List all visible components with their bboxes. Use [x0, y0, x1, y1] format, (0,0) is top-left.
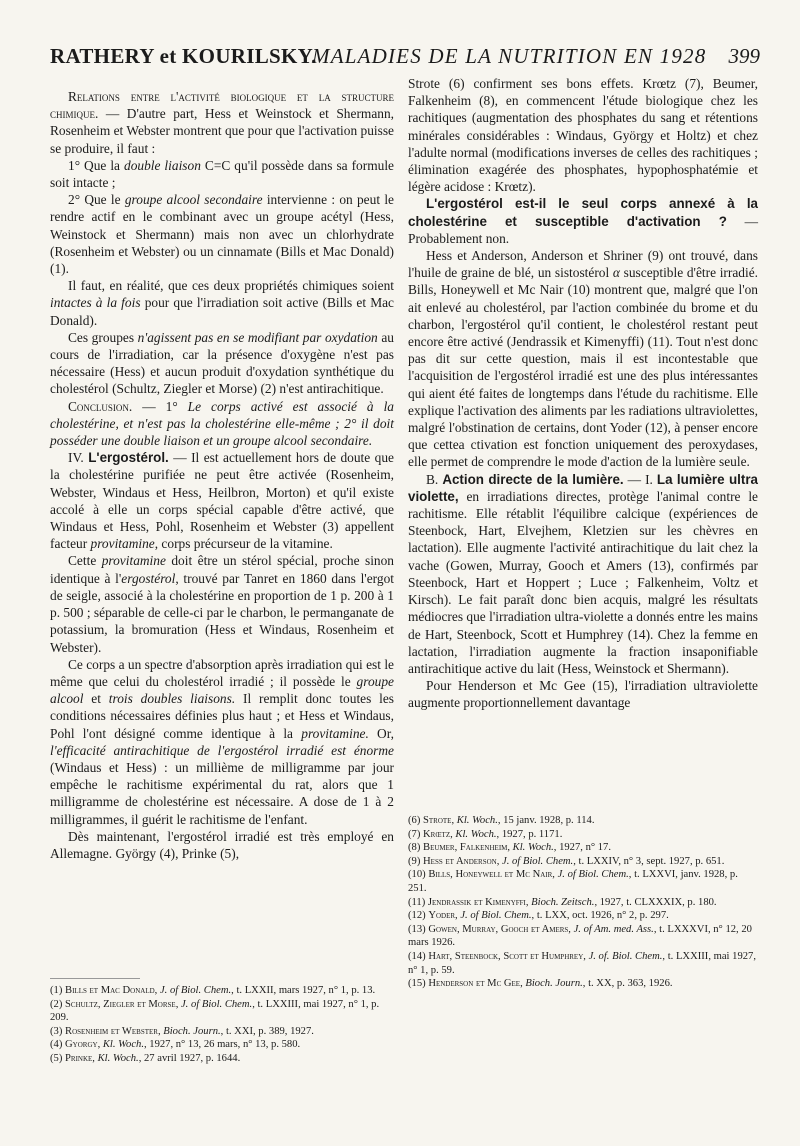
page-number: 399	[728, 44, 760, 68]
footnote: (3) Rosenheim et Webster, Bioch. Journ., t. XXI, p. 389, 1927.	[50, 1025, 314, 1037]
section-heading-ergosterol: IV. L'ergostérol. — Il est actuellement hors de doute que la cholestérine purifiée ne peut être activée (Rosenheim, Webster, Windaus et Hess, Heilbron, Morton) et qu'il existe accolé à elle un corps spécial capable d'être activé, que Windaus et Hess, Pohl, Rosenheim et Webster (3) appellent facteur provitamine, corps précurseur de la vitamine.	[50, 450, 394, 552]
paragraph: Cette provitamine doit être un stérol spécial, proche sinon identique à l'ergostérol, trouvé par Tanret en 1860 dans l'ergot de seigle, associé à la cholestérine en proportion de 1 p. 200 à 1 p. 500 ; séparable de celle-ci par le charbon, le permanganate de potassium, la bromuration (Hess et Windaus, Rosenheim et Webster).	[50, 553, 394, 655]
footnote: (13) Gowen, Murray, Gooch et Amers, J. of Am. med. Ass., t. LXXXVI, n° 12, 20 mars 1926.	[408, 923, 752, 949]
footnote: (15) Henderson et Mc Gee, Bioch. Journ., t. XX, p. 363, 1926.	[408, 978, 673, 990]
footnote: (8) Beumer, Falkenheim, Kl. Woch., 1927, n° 17.	[408, 842, 611, 854]
footnote: (11) Jendrassik et Kimenyffi, Bioch. Zeitsch., 1927, t. CLXXXIX, p. 180.	[408, 896, 717, 908]
paragraph: 2° Que le groupe alcool secondaire intervienne : on peut le rendre actif en le combinant avec un groupe acétyl (Hess, Weinstock et Shermann) mais non avec un chlorhydrate (Rosenheim et Webster) ou un cinnamate (Bills et Mac Donald) (1).	[50, 192, 394, 277]
paragraph: Ces groupes n'agissent pas en se modifiant par oxydation au cours de l'irradiation, car la présence d'oxygène n'est pas nécessaire (Hess) et aucun produit d'oxydation synthétique du cholestérol (Schultz, Ziegler et Morse) (2) n'est antirachitique.	[50, 329, 394, 397]
left-column	[50, 88, 394, 862]
paragraph: 1° Que la double liaison C=C qu'il possède dans sa formule soit intacte ;	[50, 157, 394, 191]
left-footnotes	[50, 984, 394, 1066]
right-column	[408, 75, 758, 712]
paragraph: Strote (6) confirment ses bons effets. Krœtz (7), Beumer, Falkenheim (8), en commencent l'étude biologique chez les rachitiques (augmentation des phosphates du sang et rétentions minérales considérables : Windaus, György et Holtz) et chez l'adulte normal (modifications inverses de celles des rachitiques ; élimination exagérée des phosphates, hypophosphatémie et légère acidose : Krœtz).	[408, 76, 758, 195]
footnote: (2) Schultz, Ziegler et Morse, J. of Biol. Chem., t. LXXIII, mai 1927, n° 1, p. 209.	[50, 998, 380, 1024]
footnote: (6) Strote, Kl. Woch., 15 janv. 1928, p. 114.	[408, 815, 595, 826]
paragraph: Dès maintenant, l'ergostérol irradié est très employé en Allemagne. György (4), Prinke (5),	[50, 828, 394, 861]
header-authors: RATHERY et KOURILSKY.	[50, 44, 317, 68]
footnote: (7) Krœtz, Kl. Woch., 1927, p. 1171.	[408, 828, 563, 840]
footnote-divider	[50, 978, 140, 979]
footnote: (5) Prinke, Kl. Woch., 27 avril 1927, p. 1644.	[50, 1052, 241, 1064]
footnote: (1) Bills et Mac Donald, J. of Biol. Chem., t. LXXII, mars 1927, n° 1, p. 13.	[50, 985, 376, 996]
footnote: (4) Gyorgy, Kl. Woch., 1927, n° 13, 26 mars, n° 13, p. 580.	[50, 1039, 301, 1051]
paragraph: Il faut, en réalité, que ces deux propriétés chimiques soient intactes à la fois pour que l'irradiation soit active (Bills et Mac Donald).	[50, 278, 394, 328]
paragraph: Hess et Anderson, Anderson et Shriner (9) ont trouvé, dans l'huile de graine de blé, un sistostérol α susceptible d'être irradié. Bills, Honeywell et Mc Nair (10) montrent que, malgré que l'on ait enlevé au cholestérol, par l'action combinée du brome et du charbon, l'ergostérol qu'il contient, le cholestérol restant peut encore être activé (Jendrassik et Kimenyffi) (11). Tout n'est donc pas dit sur cette question, mais il est incontestable que l'acquisition de l'ergostérol irradié est une des plus intéressantes qui aient été faites de longtemps dans l'étude du rachitisme. Elle explique l'activation des aliments par les radiations ultraviolettes, malgré l'obstination de certains, dont Yoder (12), à penser encore que cettea ctivation est fonction uniquement des peroxydases, elle permet de comprendre le mode d'action de la lumière seule.	[408, 248, 758, 470]
footnote: (12) Yoder, J. of Biol. Chem., t. LXX, oct. 1926, n° 2, p. 297.	[408, 910, 669, 922]
footnote: (14) Hart, Steenbock, Scott et Humphrey, J. of. Biol. Chem., t. LXXIII, mai 1927, n° 1, p. 59.	[408, 950, 756, 976]
section-heading-light: B. Action directe de la lumière. — I. La lumière ultra violette, en irradiations directes, protège l'animal contre le rachitisme. Elle rétablit l'équilibre calcique (expériences de Steenbock, Hart, Elvejhem, Kletzien sur les chèvres en lactation). Elle augmente l'activité antirachitique du lait chez la vache (Gowen, Murray, Gooch et Amers (13), confirmés par Steenbock, Hart et Hoppert ; Luce ; Falkenheim, Voltz et Kirsch). Le fait paraît donc bien acquis, malgré les résultats médiocres que l'irradiation ultra-violette a donnés entre les mains de Hart, Steenbock, Scott et Humphrey (14). Chez la femme en lactation, l'irradiation augmente la fraction insaponifiable antirachitique active du lait (Hess, Weinstock et Shermann).	[408, 471, 758, 676]
question-paragraph: L'ergostérol est-il le seul corps annexé à la cholestérine et susceptible d'activation ? — Probablement non.	[408, 196, 758, 246]
paragraph: Pour Henderson et Mc Gee (15), l'irradiation ultraviolette augmente proportionnellement davantage	[408, 678, 758, 711]
header-title: MALADIES DE LA NUTRITION EN 1928	[312, 44, 707, 68]
paragraph: Relations entre l'activité biologique et la structure chimique. — D'autre part, Hess et Weinstock et Shermann, Rosenheim et Webster montrent que pour que l'activation puisse se produire, il faut :	[50, 89, 394, 156]
conclusion-paragraph: Conclusion. — 1° Le corps activé est associé à la cholestérine, et n'est pas la cholestérine elle-même ; 2° il doit posséder une double liaison et un groupe alcool secondaire.	[50, 398, 394, 449]
right-footnotes	[408, 814, 758, 991]
footnote: (9) Hess et Anderson, J. of Biol. Chem., t. LXXIV, n° 3, sept. 1927, p. 651.	[408, 855, 725, 867]
paragraph: Ce corps a un spectre d'absorption après irradiation qui est le même que celui du cholestérol irradié ; il possède le groupe alcool et trois doubles liaisons. Il remplit donc toutes les conditions nécessaires définies plus haut ; et Hess et Windaus, Pohl l'ont désigné comme identique à la provitamine. Or, l'efficacité antirachitique de l'ergostérol irradié est énorme (Windaus et Hess) : un millième de milligramme par jour empêche le rachitisme expérimental du rat, alors que 1 milligramme de cholestérine est nécessaire. A dose de 1 à 2 milligrammes, il guérit le rachitisme de l'enfant.	[50, 656, 395, 827]
running-header	[50, 40, 760, 80]
footnote: (10) Bills, Honeywell et Mc Nair, J. of Biol. Chem., t. LXXVI, janv. 1928, p. 251.	[408, 869, 738, 894]
